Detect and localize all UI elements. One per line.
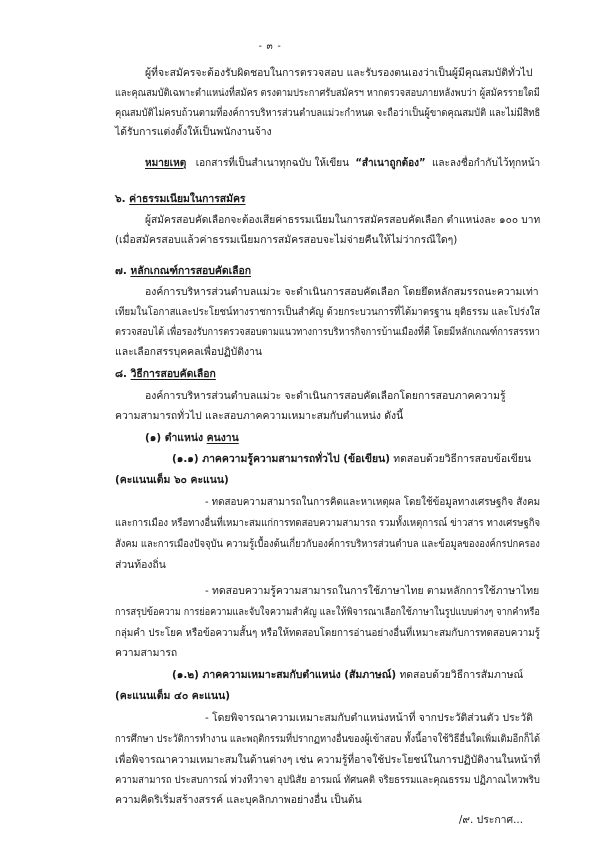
part-1-2-heading: (๑.๒) ภาคความเหมาะสมกับตำแหน่ง (สัมภาษณ์)	[172, 669, 397, 681]
section-number: ๖.	[115, 193, 126, 205]
part-1-1-para2-line: กลุ่มคำ ประโยค หรือข้อความสั้นๆ หรือให้ทดสอบโดยการอ่านอย่างอื่นที่เหมาะสมกับการทดสอบความรู้	[115, 627, 540, 639]
section-8-heading	[115, 367, 216, 381]
section-7-line: ตรวจสอบได้ เพื่อรองรับการตรวจสอบตามแนวทางการบริหารกิจการบ้านเมืองที่ดี โดยมีหลักเกณฑ์การสรรหา	[115, 326, 540, 338]
part-1-1-heading-line	[172, 452, 531, 466]
part-1-2-para-line: - โดยพิจารณาความเหมาะสมกับตำแหน่งหน้าที่ จากประวัติส่วนตัว ประวัติ	[205, 712, 533, 724]
intro-line: และคุณสมบัติเฉพาะตำแหน่งที่สมัคร ตรงตามประกาศรับสมัครฯ หากตรวจสอบภายหลังพบว่า ผู้สมัครรายใดมี	[115, 87, 540, 99]
remark-text-after: และลงชื่อกำกับไว้ทุกหน้า	[431, 157, 541, 169]
intro-line: คุณสมบัติไม่ครบถ้วนตามที่องค์การบริหารส่วนตำบลแม่วะกำหนด จะถือว่าเป็นผู้ขาดคุณสมบัติ และไม่มีสิทธิ	[115, 107, 541, 119]
section-title: ค่าธรรมเนียมในการสมัคร	[129, 193, 246, 205]
part-1-1-para1-line: ส่วนท้องถิ่น	[115, 559, 166, 571]
section-6-heading	[115, 192, 246, 206]
section-7-line: เทียมในโอกาสและประโยชน์ทางราชการเป็นสำคัญ ด้วยกระบวนการที่ได้มาตรฐาน ยุติธรรม และโปร่งใส	[115, 306, 541, 318]
section-7-line: องค์การบริหารส่วนตำบลแม่วะ จะดำเนินการสอบคัดเลือก โดยยึดหลักสมรรถนะความเท่า	[145, 286, 539, 298]
section-6-line: ผู้สมัครสอบคัดเลือกจะต้องเสียค่าธรรมเนียมในการสมัครสอบคัดเลือก ตำแหน่งละ ๑๐๐ บาท	[145, 214, 541, 226]
remark-text: เอกสารที่เป็นสำเนาทุกฉบับ ให้เขียน	[195, 157, 349, 169]
part-1-2-para-line: ความสามารถ ประสบการณ์ ท่วงทีวาจา อุปนิสัย อารมณ์ ทัศนคติ จริยธรรมและคุณธรรม ปฏิภาณไหวพริบ	[115, 774, 540, 786]
part-1-2-para-line: ความคิดริเริ่มสร้างสรรค์ และบุคลิกภาพอย่างอื่น เป็นต้น	[115, 794, 362, 806]
part-1-2-method: ทดสอบด้วยวิธีการสัมภาษณ์	[399, 669, 524, 681]
section-7-heading	[115, 264, 251, 278]
position-prefix: (๑) ตำแหน่ง	[145, 432, 204, 444]
position-line	[145, 431, 239, 445]
part-1-2-score: (คะแนนเต็ม ๔๐ คะแนน)	[115, 690, 230, 702]
part-1-1-para2-line: - ทดสอบความรู้ความสามารถในการใช้ภาษาไทย ตามหลักการใช้ภาษาไทย	[205, 585, 540, 597]
section-title: วิธีการสอบคัดเลือก	[130, 368, 216, 380]
section-8-line: องค์การบริหารส่วนตำบลแม่วะ จะดำเนินการสอบคัดเลือกโดยการสอบภาคความรู้	[145, 390, 506, 402]
part-1-1-heading: (๑.๑) ภาคความรู้ความสามารถทั่วไป (ข้อเขียน)	[172, 453, 390, 465]
page-number: - ๓ -	[258, 41, 282, 52]
continuation-note: /๙. ประกาศ...	[458, 814, 523, 826]
intro-line: ผู้ที่จะสมัครจะต้องรับผิดชอบในการตรวจสอบ และรับรองตนเองว่าเป็นผู้มีคุณสมบัติทั่วไป	[145, 67, 533, 79]
part-1-1-para1-line: สังคม และการเมืองปัจจุบัน ความรู้เบื้องต้นเกี่ยวกับองค์การบริหารส่วนตำบล และข้อมูลขององค์กรปกครอง	[115, 538, 540, 550]
part-1-1-para1-line: และการเมือง หรือทางอื่นที่เหมาะสมแก่การทดสอบความสามารถ รวมทั้งเหตุการณ์ ข่าวสาร ทางเศรษฐกิจ	[115, 517, 541, 529]
part-1-1-para1-line: - ทดสอบความสามารถในการคิดและหาเหตุผล โดยใช้ข้อมูลทางเศรษฐกิจ สังคม	[205, 496, 541, 508]
part-1-2-para-line: การศึกษา ประวัติการทำงาน และพฤติกรรมที่ปรากฏทางอื่นของผู้เข้าสอบ ทั้งนี้อาจใช้วิธีอื่นใดเพิ่มเติมอีกก็ได้	[115, 733, 541, 745]
section-7-line: และเลือกสรรบุคคลเพื่อปฏิบัติงาน	[115, 346, 263, 358]
section-number: ๘.	[115, 368, 127, 380]
intro-line: ได้รับการแต่งตั้งให้เป็นพนักงานจ้าง	[115, 126, 272, 138]
part-1-2-heading-line	[172, 668, 523, 682]
part-1-1-score: (คะแนนเต็ม ๖๐ คะแนน)	[115, 474, 229, 486]
position-name: คนงาน	[206, 432, 239, 444]
section-6-line: (เมื่อสมัครสอบแล้วค่าธรรมเนียมการสมัครสอบจะไม่จ่ายคืนให้ไม่ว่ากรณีใดๆ)	[115, 234, 458, 246]
part-1-1-para2-line: ความสามารถ	[115, 647, 178, 659]
part-1-1-para2-line: การสรุปข้อความ การย่อความและจับใจความสำคัญ และให้พิจารณาเลือกใช้ภาษาในรูปแบบต่างๆ จากคำหรือ	[115, 606, 540, 618]
remark-line	[145, 156, 540, 170]
section-title: หลักเกณฑ์การสอบคัดเลือก	[130, 265, 252, 277]
part-1-1-method: ทดสอบด้วยวิธีการสอบข้อเขียน	[393, 453, 531, 465]
remark-quote: “สำเนาถูกต้อง”	[355, 157, 426, 169]
part-1-2-para-line: เพื่อพิจารณาความเหมาะสมในด้านต่างๆ เช่น ความรู้ที่อาจใช้ประโยชน์ในการปฏิบัติงานในหน้าที่	[115, 754, 541, 766]
section-number: ๗.	[115, 265, 127, 277]
remark-label: หมายเหตุ	[145, 157, 187, 169]
section-8-line: ความสามารถทั่วไป และสอบภาคความเหมาะสมกับตำแหน่ง ดังนี้	[115, 410, 404, 422]
